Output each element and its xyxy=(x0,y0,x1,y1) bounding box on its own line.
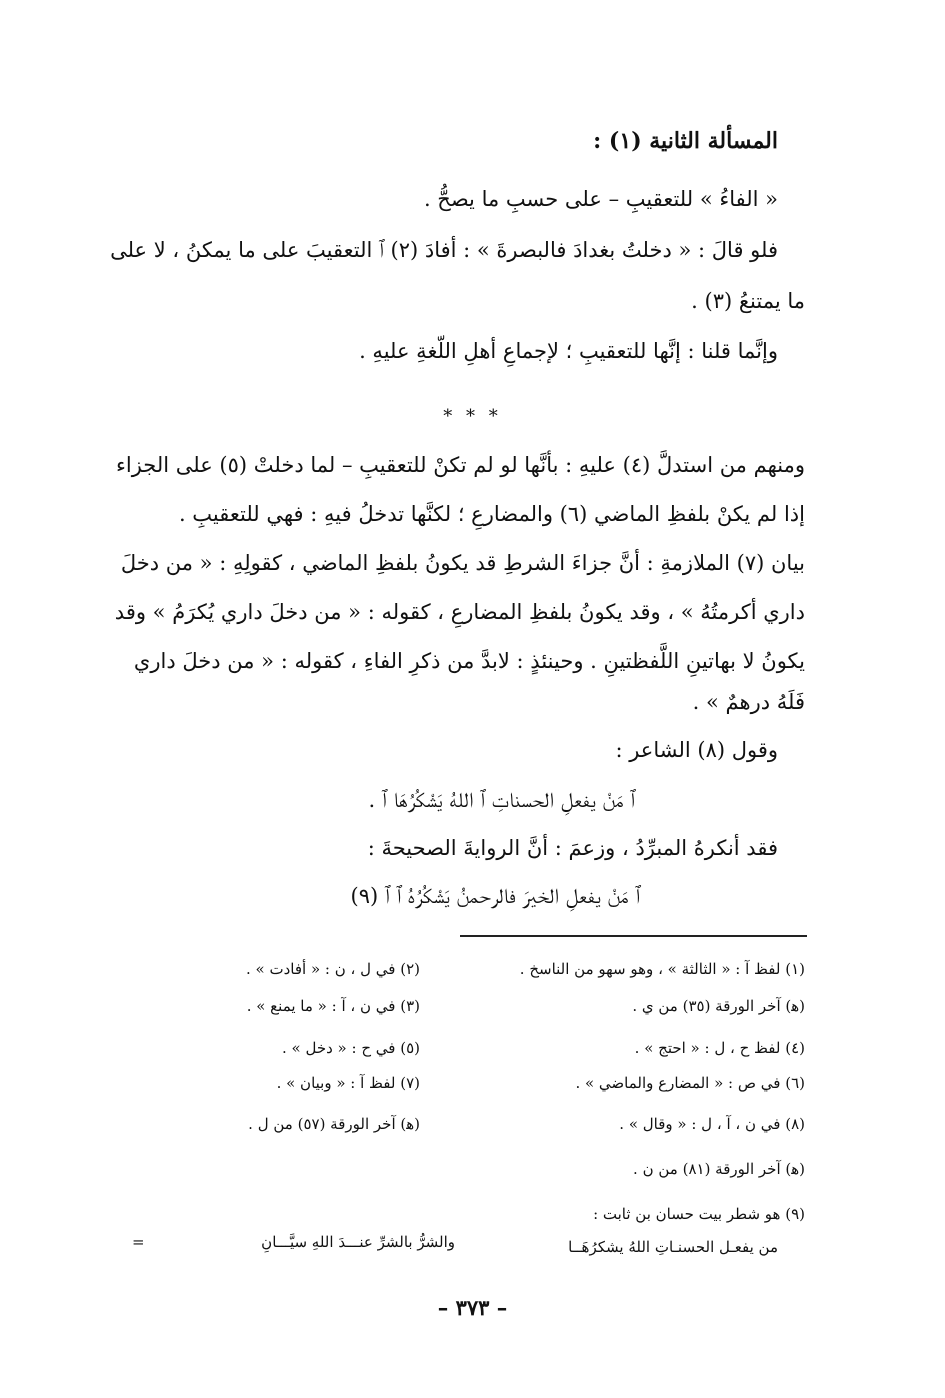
footnote: (٤) لفظ ح ، ل : « احتج » . xyxy=(634,1039,805,1057)
footnote: (٥) في ح : « دخل » . xyxy=(282,1039,420,1057)
body-line: ومنهم من استدلَّ (٤) عليهِ : بأنَّها لو لم تكنْ للتعقيبِ – لما دخلتْ (٥) على الجزاء xyxy=(115,453,805,477)
body-line: يكونُ لا بهاتينِ اللَّفظتينِ . وحينئذٍ : لابدَّ من ذكرِ الفاءِ ، كقوله : « من دخلَ داري xyxy=(133,649,805,673)
footnote: (٦) في ص : « المضارع والماضي » . xyxy=(575,1074,805,1092)
continuation-mark: = xyxy=(132,1233,145,1251)
footnote: (٩) هو شطر بيت حسان بن ثابت : xyxy=(593,1205,805,1223)
footnote: (٢) في ل ، ن : « أفادت » . xyxy=(246,960,420,978)
body-line: بيان (٧) الملازمةِ : أنَّ جزاءَ الشرطِ قد يكونُ بلفظِ الماضي ، كقولِهِ : « من دخلَ xyxy=(120,551,805,575)
footnote-verse-second: والشرُّ بالشرِّ عنـــدَ اللهِ سيَّـــانِ xyxy=(261,1233,455,1251)
body-line: وقول (٨) الشاعر : xyxy=(615,738,778,762)
section-separator: * * * xyxy=(443,406,502,427)
body-line: « الفاءُ » للتعقيبِ – على حسبِ ما يصحُّ . xyxy=(423,187,778,211)
body-line: وإنَّما قلنا : إنَّها للتعقيبِ ؛ لإجماعِ أهلِ اللّغةِ عليهِ . xyxy=(359,339,778,363)
footnote: (٨) في ن ، آ ، ل : « وقال » . xyxy=(619,1115,805,1133)
body-line: فقد أنكرهُ المبرِّدُ ، وزعمَ : أنَّ الروايةَ الصحيحةَ : xyxy=(367,836,778,860)
footnote-verse-first: من يفعـل الحسنـاتِ اللهُ يشكرُهَــا xyxy=(568,1238,778,1256)
body-line: ما يمتنعُ (٣) . xyxy=(691,289,805,313)
footnote: (١) لفظ آ : « الثالثة » ، وهو سهو من الناسخ . xyxy=(519,960,805,978)
footnote: (٣) في ن ، آ : « ما يمنع » . xyxy=(246,997,420,1015)
verse-line: ﭐ مَنْ يفعلِ الخيرَ فالرحمنُ يَشْكُرُهُ ﭐ ﭐ (٩) xyxy=(350,884,640,908)
verse-line: ﭐ مَنْ يفعلِ الحسناتِ ﭐ اللهُ يَشْكُرُهَا ﭐ . xyxy=(368,788,635,812)
footnote-divider xyxy=(460,935,807,937)
footnote: (ﻫ) آخر الورقة (٨١) من ن . xyxy=(633,1160,805,1178)
footnote: (ﻫ) آخر الورقة (٣٥) من ي . xyxy=(632,997,805,1015)
body-line: إذا لم يكنْ بلفظِ الماضي (٦) والمضارعِ ؛ لكنَّها تدخلُ فيهِ : فهي للتعقيبِ . xyxy=(178,502,805,526)
footnote: (ﻫ) آخر الورقة (٥٧) من ل . xyxy=(248,1115,420,1133)
page-number: – ٣٧٣ – xyxy=(437,1295,508,1320)
body-line: فلو قالَ : « دخلتُ بغدادَ فالبصرةَ » : أفادَ (٢) ﭐ التعقيبَ على ما يمكنُ ، لا على xyxy=(110,238,778,262)
body-line: فَلَهُ درهمٌ » . xyxy=(692,690,805,714)
body-line: داري أكرمتُهُ » ، وقد يكونُ بلفظِ المضارعِ ، كقوله : « من دخلَ داري يُكرَمُ » وقد xyxy=(114,600,805,624)
section-heading: المسألة الثانية (١) : xyxy=(593,128,778,154)
footnote: (٧) لفظ آ : « وبيان » . xyxy=(276,1074,420,1092)
